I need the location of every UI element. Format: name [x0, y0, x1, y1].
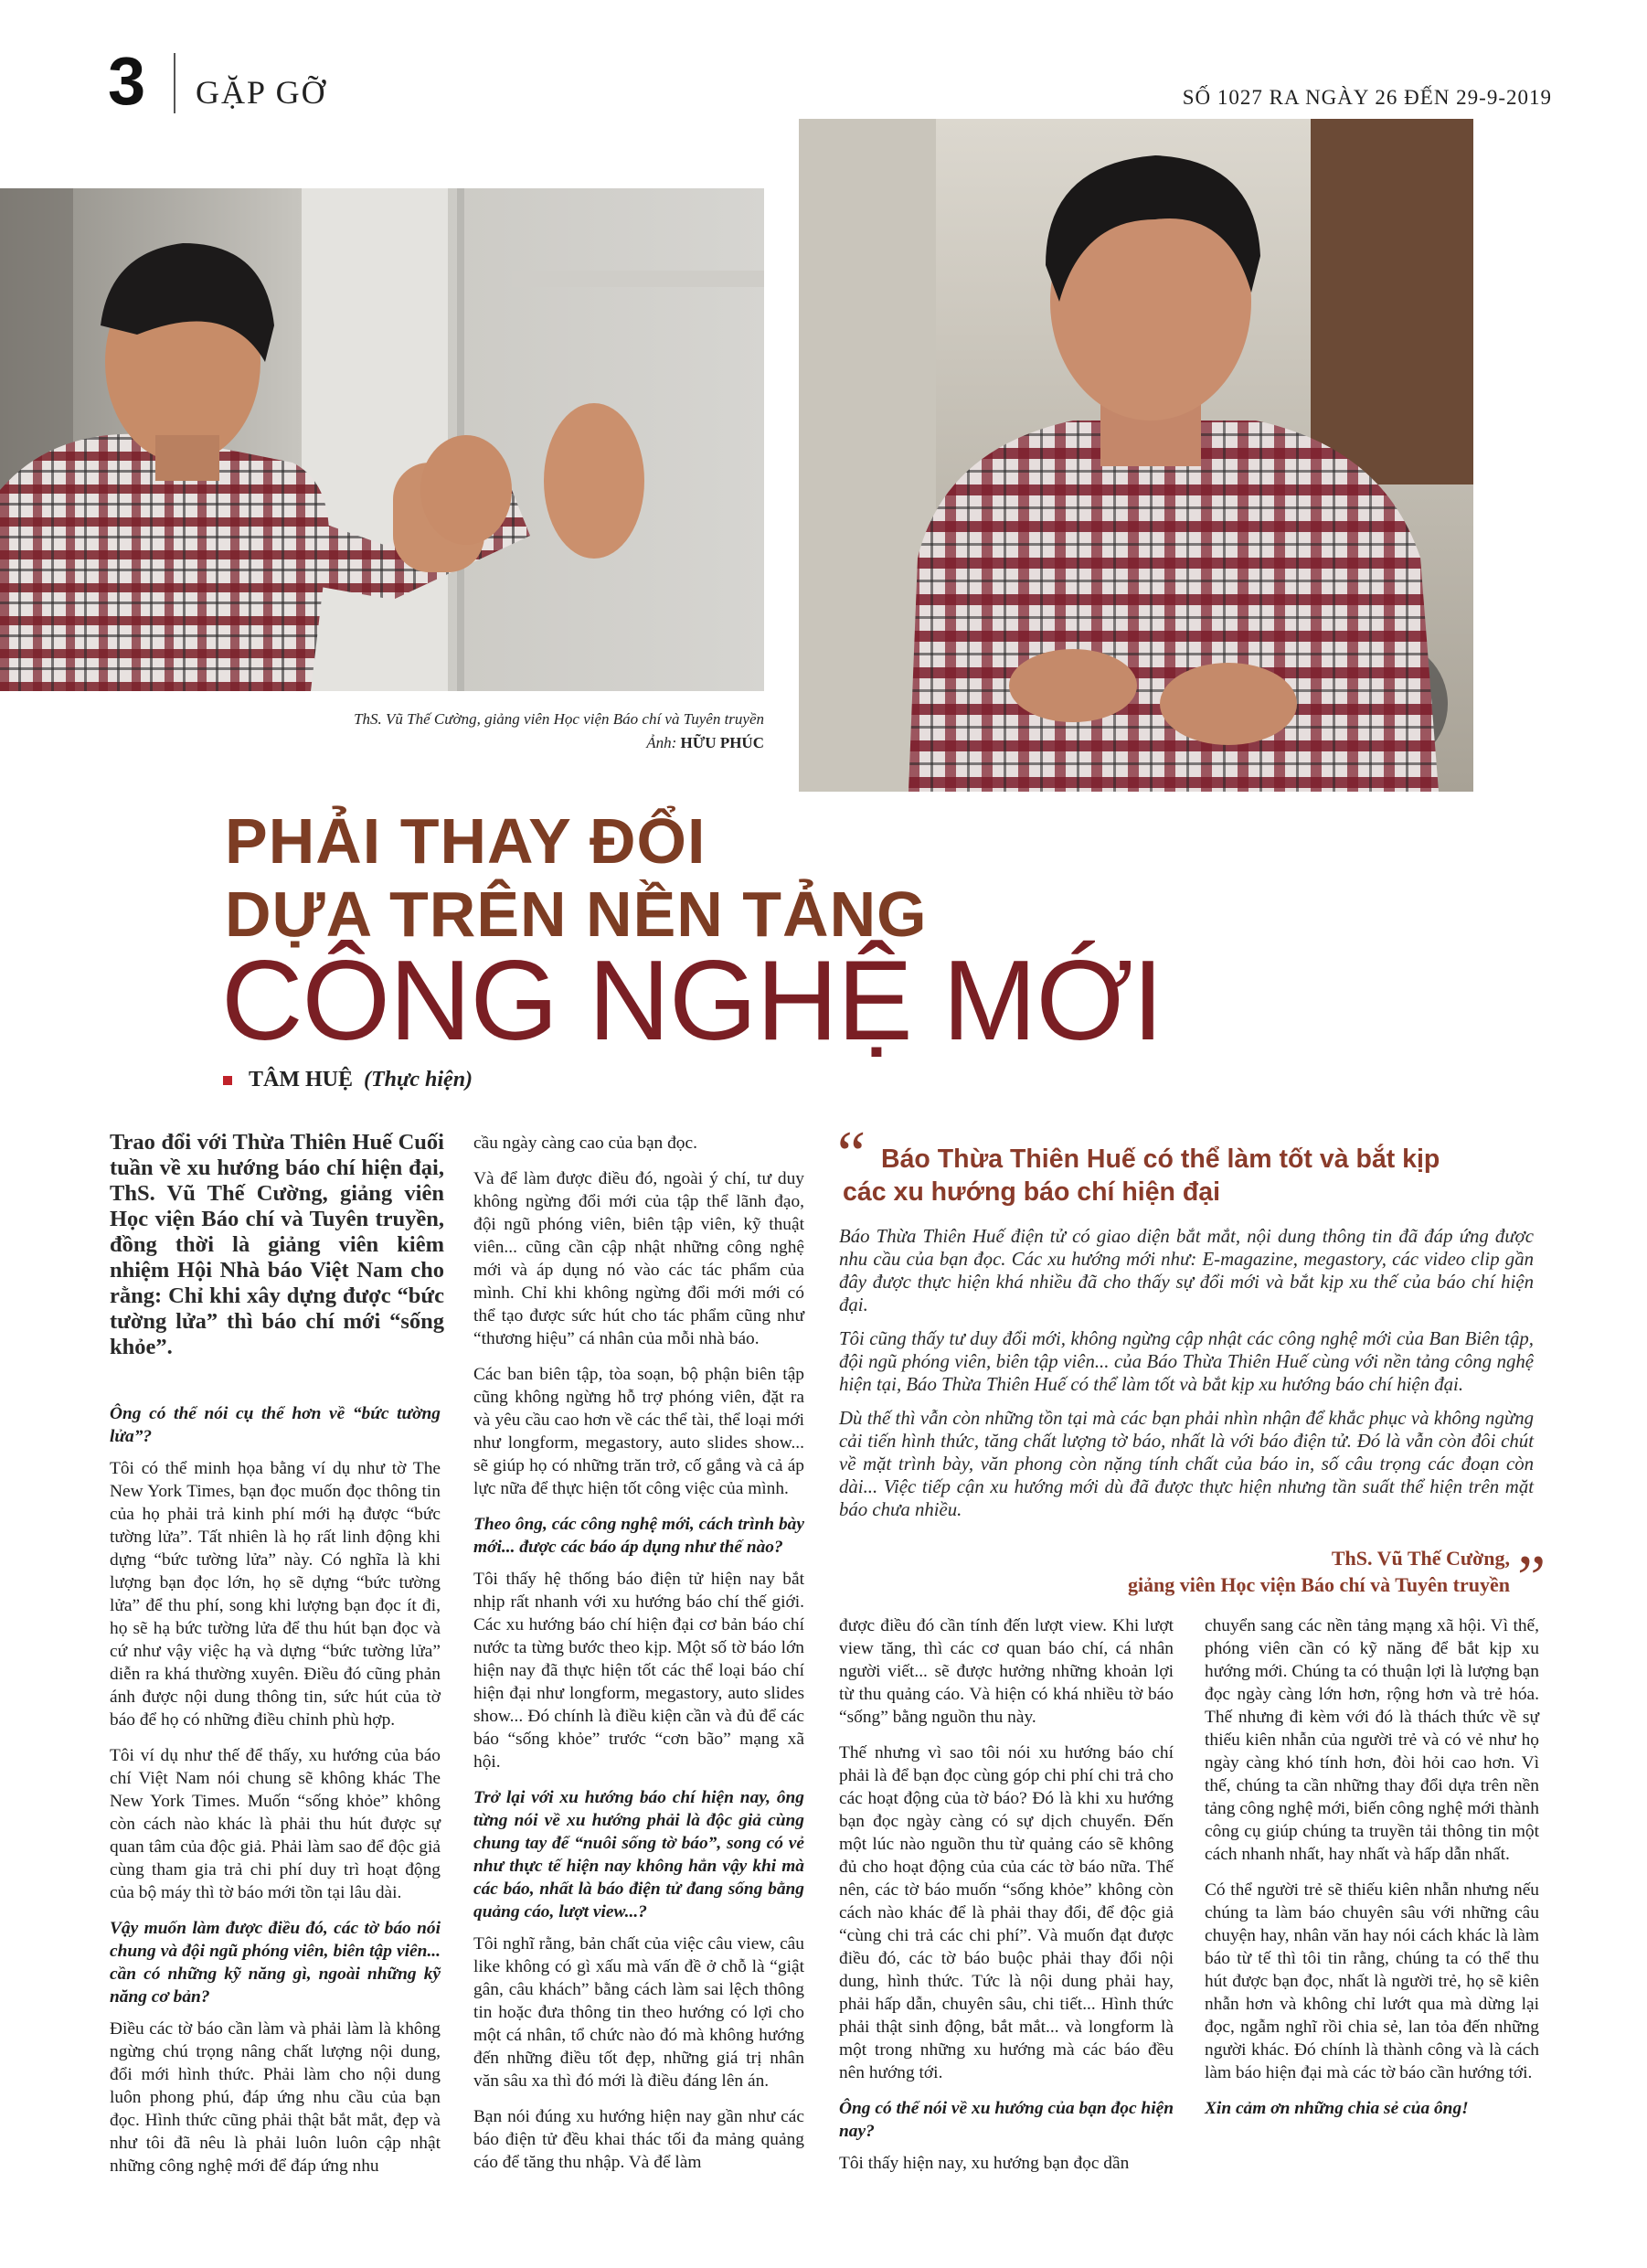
open-quote-mark: “ [837, 1119, 866, 1189]
paragraph: Bạn nói đúng xu hướng hiện nay gần như các báo điện tử đều khai thác tối đa mảng quảng cáo để tăng thu nhập. Và để làm [473, 2107, 804, 2172]
question: Ông có thể nói cụ thể hơn về “bức tường lửa”? [110, 1404, 441, 1446]
pullquote-paragraph: Báo Thừa Thiên Huế điện tử có giao diện bắt mắt, nội dung thông tin đã đáp ứng được nhu cầu của bạn đọc. Các xu hướng mới như: E-magazine, megastory, các video clip gần đây được thực hiện khá nhiều đã cho thấy sự đổi mới và bắt kịp xu thế của báo chí hiện đại. [839, 1226, 1534, 1315]
interview-photo-right [799, 119, 1473, 792]
photo-caption-text: ThS. Vũ Thế Cường, giảng viên Học viện Báo chí và Tuyên truyền [354, 710, 764, 728]
byline [223, 1068, 473, 1092]
photo-caption [238, 708, 764, 755]
headline [225, 804, 928, 951]
photo-credit [238, 731, 764, 755]
column-4 [1205, 1614, 1539, 2133]
question: Vậy muốn làm được điều đó, các tờ báo nói chung và đội ngũ phóng viên, biên tập viên... cần có những kỹ năng gì, ngoài những kỹ năng cơ bản? [110, 1919, 441, 2007]
paragraph: Tôi thấy hiện nay, xu hướng bạn đọc dần [839, 2154, 1130, 2173]
headline-line-1: PHẢI THAY ĐỔI [225, 805, 707, 877]
paragraph: Tôi ví dụ như thế để thấy, xu hướng của báo chí Việt Nam nói chung sẽ không khác The New York Times. Muốn “sống khỏe” không còn cách nào khác là phải thu hút được sự quan tâm của độc giả. Phải làm sao để độc giả cùng tham gia trả chi phí duy trì hoạt động của bộ máy thì tờ báo mới tồn tại lâu dài. [110, 1746, 441, 1902]
byline-bullet [223, 1076, 232, 1085]
paragraph: Có thể người trẻ sẽ thiếu kiên nhẫn nhưng nếu chúng ta làm báo chuyên sâu với những câu chuyện hay, nhân văn hay nói cách khác là làm báo từ tế thì tôi tin rằng, chúng ta có thể thu hút được bạn đọc, nhất là người trẻ, họ sẽ kiên nhẫn hơn và không chỉ lướt qua mà dừng lại đọc, ngẫm nghĩ rồi chia sẻ, lan tỏa đến những người khác. Đó chính là thành công và là cách làm báo hiện đại mà các tờ báo cần hướng tới. [1205, 1880, 1539, 2082]
signature-title: giảng viên Học viện Báo chí và Tuyên truyền [1127, 1573, 1510, 1596]
paragraph: Tôi thấy hệ thống báo điện tử hiện nay bắt nhịp rất nhanh với xu hướng báo chí thế giới. Các xu hướng báo chí hiện đại cơ bản báo chí nước ta từng bước theo kịp. Một số tờ báo lớn hiện nay đã thực hiện tốt các thể loại báo chí hiện đại như longform, megastory, auto slides show... Đó chính là điều kiện cần và đủ để các báo “sống khỏe” trước “cơn bão” mạng xã hội. [473, 1570, 804, 1772]
lead-paragraph: Trao đổi với Thừa Thiên Huế Cuối tuần về xu hướng báo chí hiện đại, ThS. Vũ Thế Cường, giảng viên Học viện Báo chí và Tuyên truyền, đồng thời là giảng viên kiêm nhiệm Hội Nhà báo Việt Nam cho rằng: Chỉ khi xây dựng được “bức tường lửa” thì báo chí mới “sống khỏe”. [110, 1130, 444, 1359]
byline-author: TÂM HUỆ [249, 1068, 353, 1091]
headline-line-2: DỰA TRÊN NỀN TẢNG [225, 878, 928, 950]
question: Trở lại với xu hướng báo chí hiện nay, ông từng nói về xu hướng phải là độc giả cùng chung tay để “nuôi sống tờ báo”, song có vẻ như thực tế hiện nay không hẳn vậy khi mà các báo, nhất là báo điện tử đang sống bằng quảng cáo, lượt view...? [473, 1788, 804, 1922]
photo-credit-label: Ảnh: [646, 734, 677, 751]
signature-name: ThS. Vũ Thế Cường, [1331, 1547, 1510, 1570]
byline-role: (Thực hiện) [364, 1068, 473, 1091]
paragraph: Và để làm được điều đó, ngoài ý chí, tư duy không ngừng đổi mới của tập thể lãnh đạo, đội ngũ phóng viên, biên tập viên, kỹ thuật viên... cũng cần cập nhật những công nghệ mới và áp dụng nó vào các tác phẩm của mình. Chỉ khi không ngừng đổi mới mới có thể tạo được sức hút cho tác phẩm cũng như “thương hiệu” cá nhân của mỗi nhà báo. [473, 1169, 804, 1348]
paragraph: Tôi nghĩ rằng, bản chất của việc câu view, câu like không có gì xấu mà vấn đề ở chỗ là “giật gân, câu khách” bằng cách làm sai lệch thông tin hoặc đưa thông tin theo hướng có lợi cho một cá nhân, tổ chức nào đó mà không hướng đến những điều tốt đẹp, những giá trị nhân văn sâu xa thì đó mới là điều đáng lên án. [473, 1934, 804, 2091]
paragraph: Tôi có thể minh họa bằng ví dụ như tờ The New York Times, bạn đọc muốn đọc thông tin của họ phải trả kinh phí mới hạ được “bức tường lửa”. Tất nhiên là họ rất linh động khi dựng “bức tường lửa” này. Có nghĩa là khi lượng bạn đọc lớn, họ sẽ dựng “bức tường lửa” để thu phí, song khi lượng bạn đọc ít đi, họ sẽ hạ bức tường lửa để thu hút bạn đọc và cứ như vậy việc hạ và dựng “bức tường lửa” diễn ra khá thường xuyên. Điều đó cũng phản ánh được nội dung thông tin, sức hút của tờ báo để họ có những điều chỉnh phù hợp. [110, 1459, 441, 1730]
question: Ông có thể nói về xu hướng của bạn đọc hiện nay? [839, 2099, 1174, 2141]
pullquote-title-text: Báo Thừa Thiên Huế có thể làm tốt và bắt kịp các xu hướng báo chí hiện đại [843, 1145, 1440, 1207]
pullquote-body [839, 1225, 1534, 1532]
column-1 [110, 1402, 441, 2190]
close-quote-mark: ” [1517, 1543, 1546, 1613]
closing-thanks: Xin cảm ơn những chia sẻ của ông! [1205, 2099, 1469, 2118]
page-number: 3 [108, 43, 146, 119]
pullquote-paragraph: Tôi cũng thấy tư duy đổi mới, không ngừng cập nhật các công nghệ mới của Ban Biên tập, đội ngũ phóng viên, biên tập viên... của Báo Thừa Thiên Huế cùng với nền tảng công nghệ hiện tại, Báo Thừa Thiên Huế có thể làm tốt và bắt kịp xu hướng báo chí hiện đại. [839, 1328, 1534, 1395]
issue-info: SỐ 1027 RA NGÀY 26 ĐẾN 29-9-2019 [1182, 86, 1552, 109]
interview-photo-left [0, 188, 764, 691]
column-2 [473, 1132, 804, 2187]
paragraph: Điều các tờ báo cần làm và phải làm là không ngừng chú trọng nâng chất lượng nội dung, đổi mới hình thức. Phải làm cho nội dung luôn phong phú, đáp ứng nhu cầu của bạn đọc. Hình thức cũng phải thật bắt mắt, đẹp và như tôi đã nêu là phải luôn luôn cập nhật những công nghệ mới để đáp ứng nhu [110, 2019, 441, 2176]
pullquote-paragraph: Dù thế thì vẫn còn những tồn tại mà các bạn phải nhìn nhận để khắc phục và không ngừng cải tiến hình thức, tăng chất lượng tờ báo, nhất là với báo điện tử. Đó là vẫn còn đôi chút về mặt trình bày, văn phong còn nặng tính chất của báo in, số câu trọng các đoạn còn dài... Việc tiếp cận xu hướng mới dù đã được thực hiện nhưng tần suất thể hiện trên mặt báo chưa nhiều. [839, 1408, 1534, 1520]
pullquote-title [843, 1143, 1482, 1209]
paragraph: Thế nhưng vì sao tôi nói xu hướng báo chí phải là để bạn đọc cùng góp chi phí chi trả cho các hoạt động của tờ báo? Đó là khi xu hướng bạn đọc ngày càng có sự dịch chuyển. Đến một lúc nào nguồn thu từ quảng cáo sẽ không đủ cho hoạt động của của các tờ báo nữa. Thế nên, các tờ báo muốn “sống khỏe” không còn cách nào khác để là phải thay đổi, để độc giả “cùng chi trả các chi phí”. Và muốn đạt được điều đó, các tờ báo buộc phải thay đổi nội dung, hình thức. Tức là nội dung phải hay, phải hấp dẫn, chuyên sâu, chi tiết... Hình thức phải thật sinh động, bắt mắt... và longform là một trong những xu hướng mà các báo đều nên hướng tới. [839, 1743, 1174, 2082]
paragraph: Các ban biên tập, tòa soạn, bộ phận biên tập cũng không ngừng hỗ trợ phóng viên, đặt ra và yêu cầu cao hơn về các thể tài, thể loại mới như longform, megastory, auto slides show... sẽ giúp họ có những trăn trở, cố gắng và cả áp lực nữa để thực hiện tốt công việc của mình. [473, 1365, 804, 1498]
paragraph: chuyển sang các nền tảng mạng xã hội. Vì thế, phóng viên cần có kỹ năng để bắt kịp xu hướng mới. Chúng ta có thuận lợi là lượng bạn đọc ngày càng lớn hơn, rộng hơn và trẻ hóa. Thế nhưng đi kèm với đó là thách thức về sự thiếu kiên nhẫn của người trẻ và có vẻ như họ ngày càng khó tính hơn, đòi hỏi cao hơn. Vì thế, chúng ta cần những thay đổi dựa trên nền tảng công nghệ mới, biến công nghệ mới thành công cụ giúp chúng ta truyền tải thông tin một cách nhanh nhất, hay nhất và hấp dẫn nhất. [1205, 1616, 1539, 1864]
paragraph: cầu ngày càng cao của bạn đọc. [473, 1134, 697, 1153]
question: Theo ông, các công nghệ mới, cách trình bày mới... được các báo áp dụng như thế nào? [473, 1515, 804, 1557]
column-3 [839, 1614, 1174, 2188]
headline-line-3: CÔNG NGHỆ MỚI [221, 938, 1164, 1064]
header-divider [174, 53, 175, 113]
pullquote-signature [951, 1545, 1510, 1598]
section-name: GẶP GỠ [196, 74, 327, 111]
paragraph: được điều đó cần tính đến lượt view. Khi lượt view tăng, thì các cơ quan báo chí, cá nhân người viết... sẽ được hưởng những khoản lợi từ thu quảng cáo. Và hiện có khá nhiều tờ báo “sống” bằng nguồn thu này. [839, 1616, 1174, 1727]
photo-credit-name: HỮU PHÚC [680, 734, 764, 751]
